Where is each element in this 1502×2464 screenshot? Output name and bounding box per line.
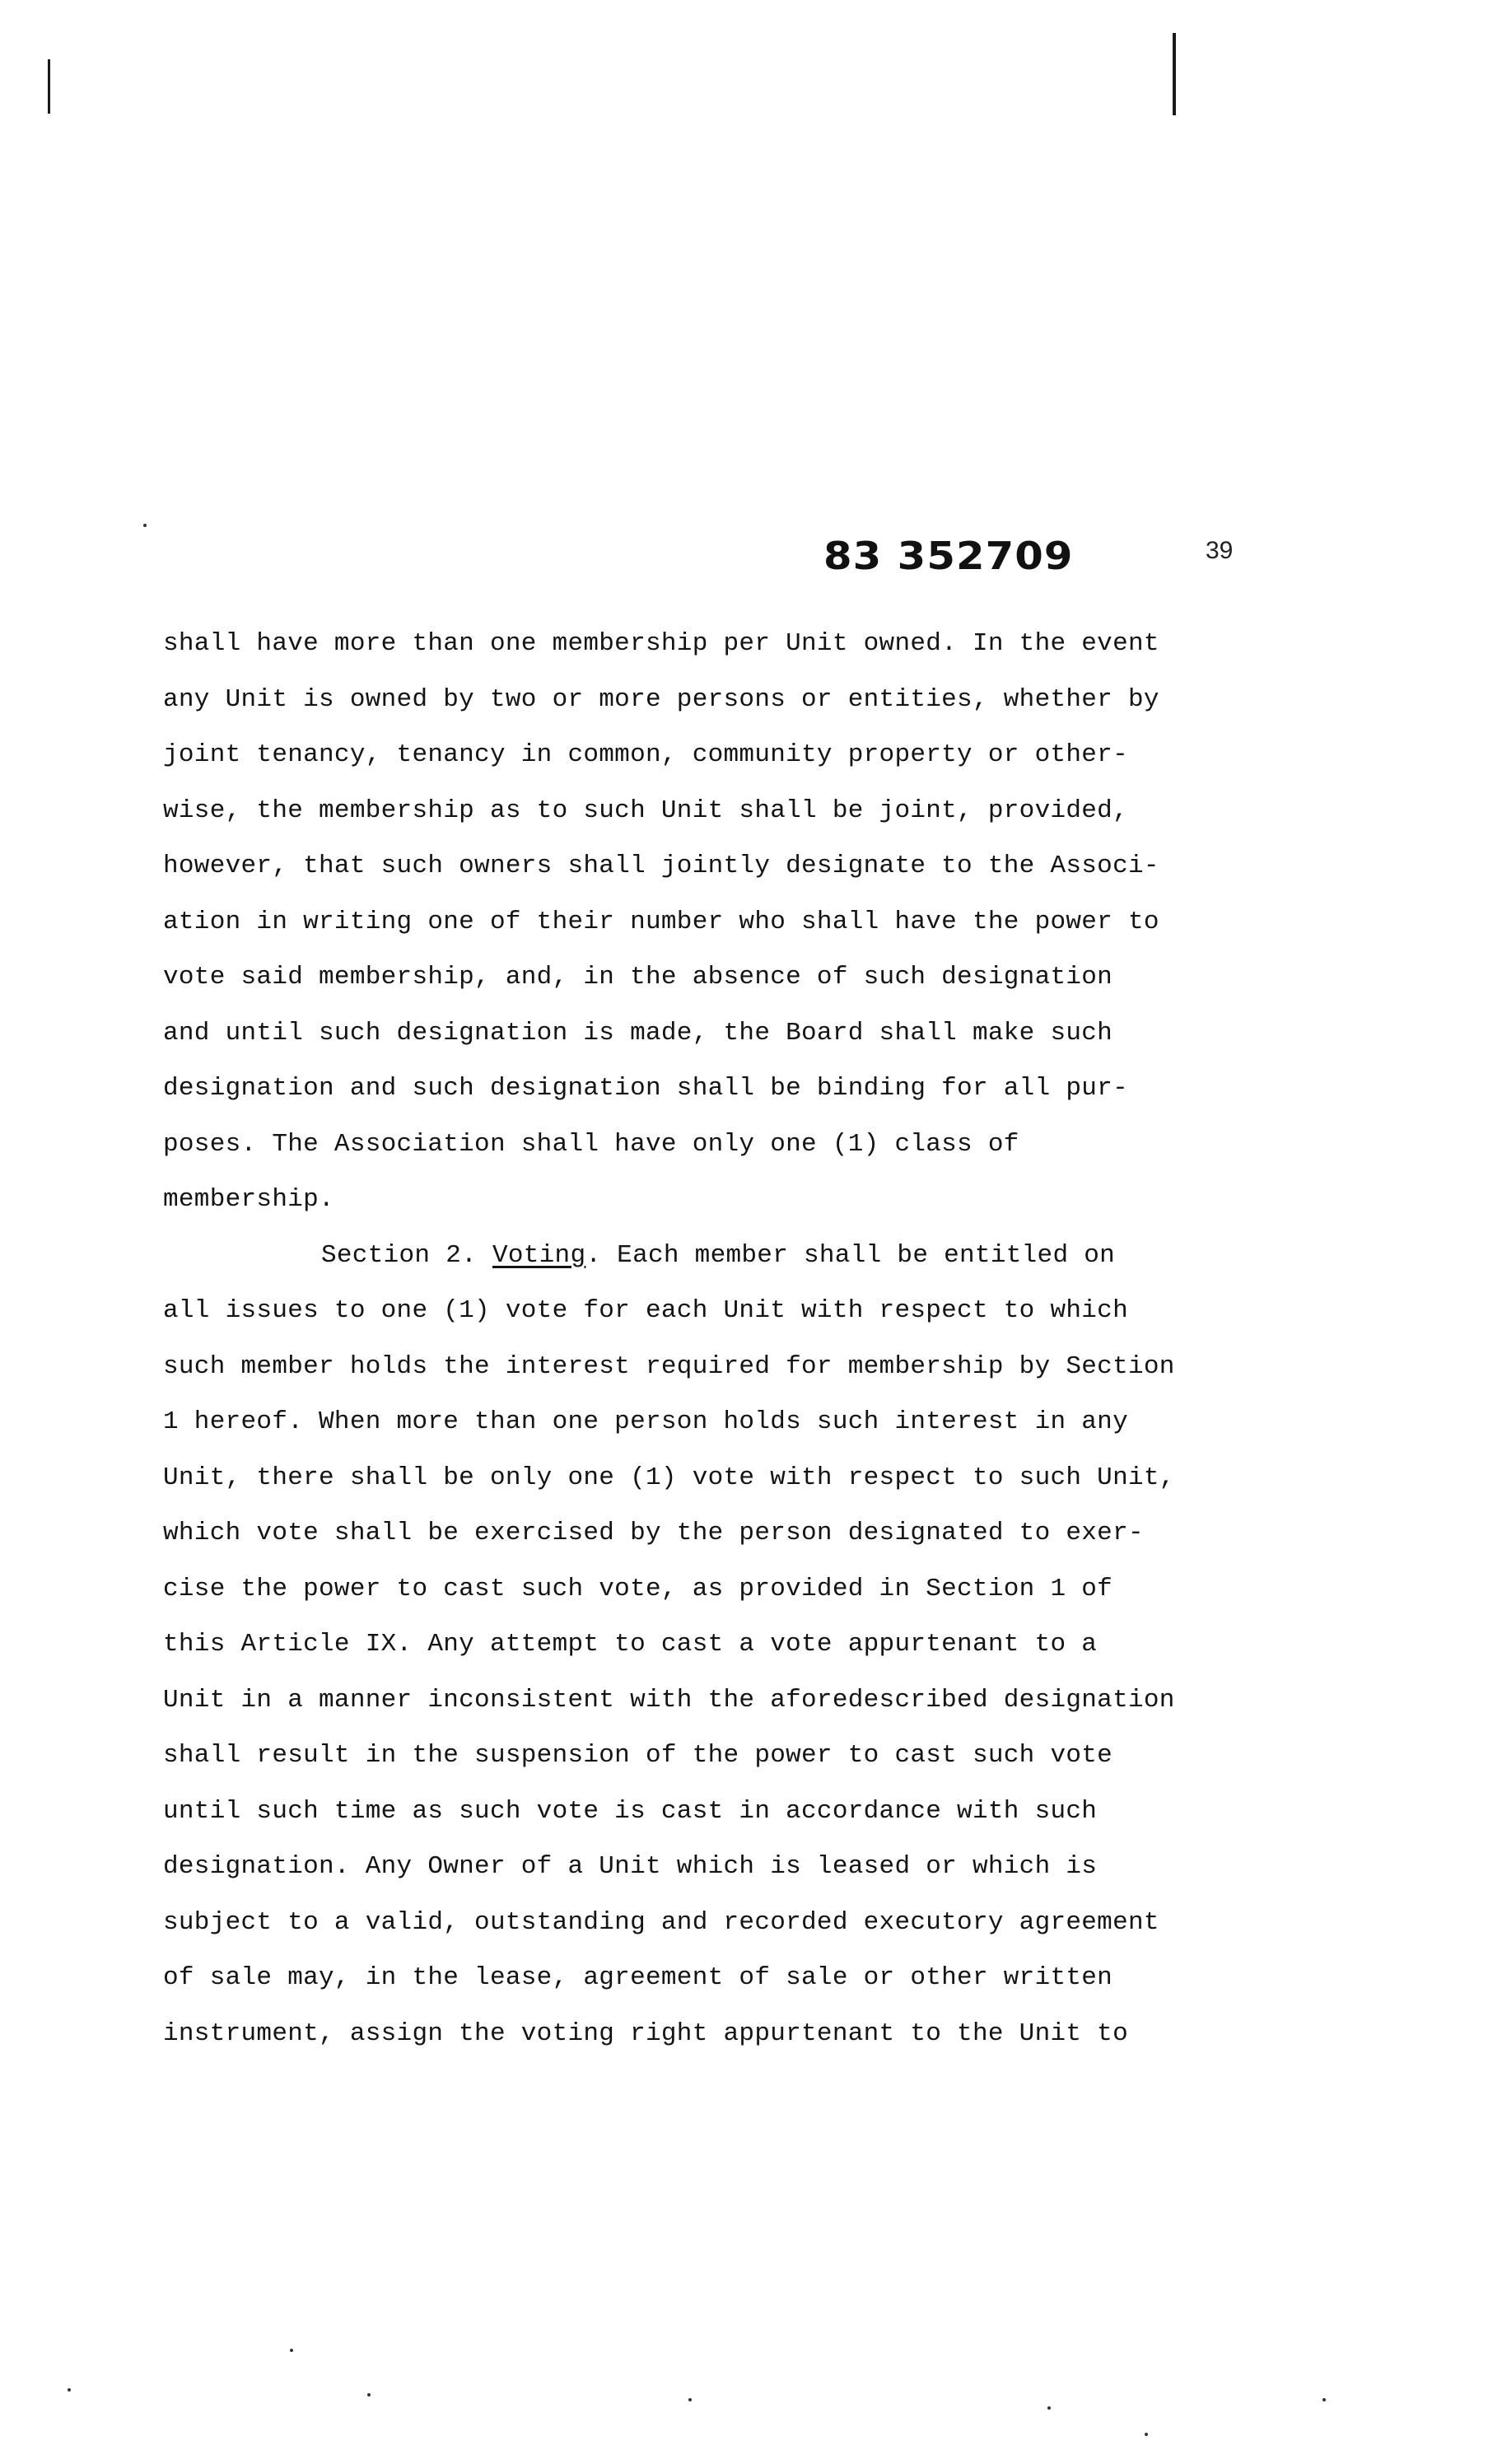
text-line: any Unit is owned by two or more persons or entities, whether by <box>163 684 1159 714</box>
text-line: such member holds the interest required for membership by Section <box>163 1351 1175 1381</box>
text-line: vote said membership, and, in the absence of such designation <box>163 963 1113 992</box>
text-line: wise, the membership as to such Unit shall be joint, provided, <box>163 796 1128 825</box>
scan-speck <box>68 2388 71 2392</box>
scan-speck <box>1047 2406 1051 2410</box>
text-line: membership. <box>163 1185 334 1214</box>
section-2-first-line <box>163 1228 1349 1284</box>
scan-speck <box>367 2393 371 2396</box>
scan-speck <box>1322 2398 1326 2401</box>
text-line: however, that such owners shall jointly designate to the Associ- <box>163 852 1159 880</box>
text-line: this Article IX. Any attempt to cast a vote appurtenant to a <box>163 1630 1098 1659</box>
text-line: shall have more than one membership per Unit owned. In the event <box>163 629 1159 658</box>
body-text <box>163 616 1349 2061</box>
scan-speck <box>688 2398 692 2401</box>
scan-speck <box>143 524 147 527</box>
text-line: poses. The Association shall have only one (1) class of <box>163 1129 1019 1159</box>
text-line: designation. Any Owner of a Unit which is leased or which is <box>163 1852 1098 1881</box>
text-line: ation in writing one of their number who shall have the power to <box>163 907 1159 936</box>
section-2-heading: Voting <box>492 1240 586 1270</box>
page-number: 39 <box>1206 537 1234 564</box>
text-line: joint tenancy, tenancy in common, community property or other- <box>163 740 1128 769</box>
scan-speck <box>290 2349 293 2352</box>
section-2-first-line-rest: . Each member shall be entitled on <box>585 1240 1116 1270</box>
text-line: of sale may, in the lease, agreement of sale or other written <box>163 1963 1113 1992</box>
text-line: designation and such designation shall be binding for all pur- <box>163 1074 1128 1103</box>
scan-speck <box>1145 2433 1148 2436</box>
text-line: shall result in the suspension of the power to cast such vote <box>163 1741 1113 1770</box>
text-line: all issues to one (1) vote for each Unit with respect to which <box>163 1296 1128 1325</box>
text-line: Unit in a manner inconsistent with the aforedescribed designation <box>163 1685 1175 1715</box>
document-number: 83 352709 <box>823 534 1074 578</box>
text-line: instrument, assign the voting right appurtenant to the Unit to <box>163 2018 1128 2048</box>
text-line: and until such designation is made, the Board shall make such <box>163 1018 1113 1048</box>
text-line: until such time as such vote is cast in accordance with such <box>163 1796 1098 1826</box>
text-line: 1 hereof. When more than one person holds such interest in any <box>163 1407 1128 1436</box>
text-line: cise the power to cast such vote, as provided in Section 1 of <box>163 1574 1113 1603</box>
section-2-prefix: Section 2. <box>321 1240 478 1270</box>
text-line: Unit, there shall be only one (1) vote with respect to such Unit, <box>163 1463 1175 1492</box>
text-line: which vote shall be exercised by the person designated to exer- <box>163 1519 1144 1547</box>
text-line: subject to a valid, outstanding and recorded executory agreement <box>163 1907 1159 1937</box>
page-header <box>0 0 1502 609</box>
